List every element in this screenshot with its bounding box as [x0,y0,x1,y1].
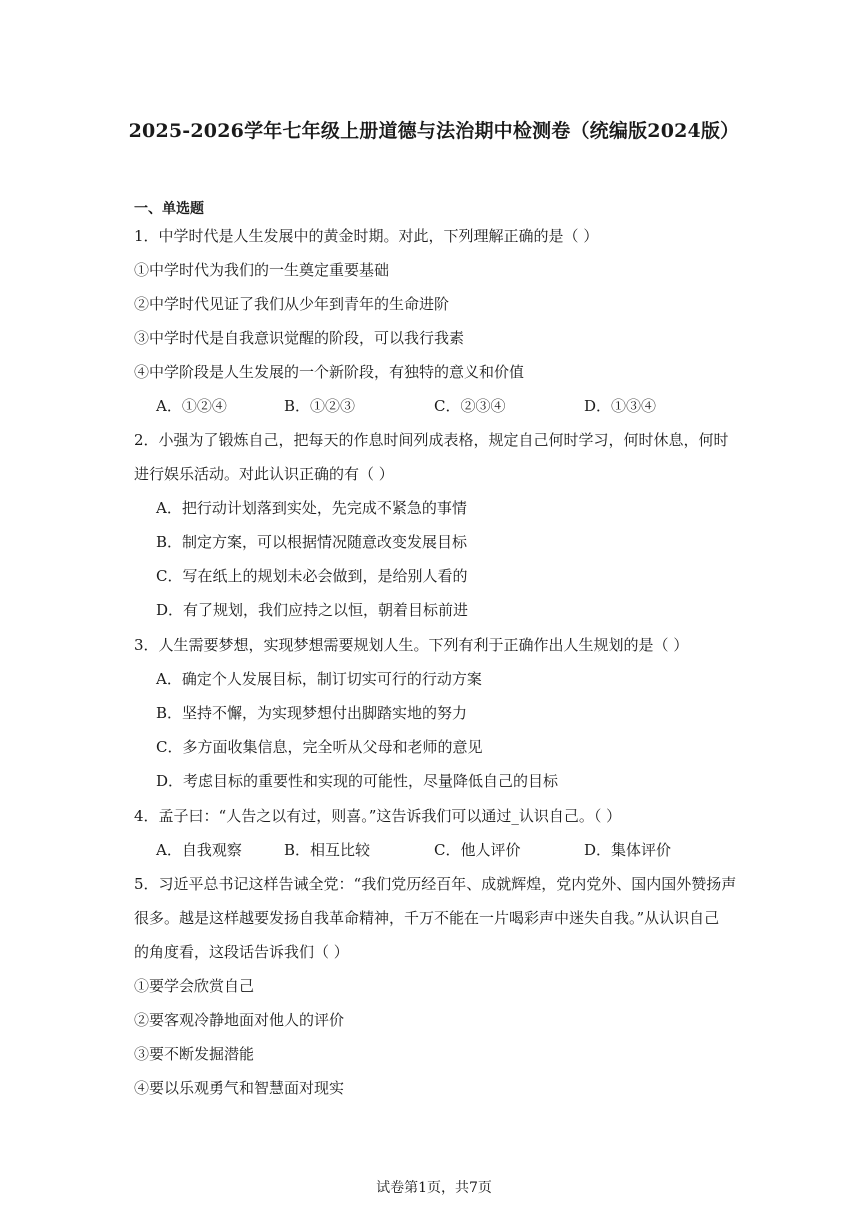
q5-statement: ④要以乐观勇气和智慧面对现实 [134,1079,345,1097]
q2-option-b[interactable]: B．制定方案，可以根据情况随意改变发展目标 [156,533,468,551]
q1-statement: ①中学时代为我们的一生奠定重要基础 [134,261,390,279]
q2-stem: 进行娱乐活动。对此认识正确的有（ ） [134,465,394,483]
q4-option-b[interactable]: B．相互比较 [284,841,371,859]
q1-statement: ②中学时代见证了我们从少年到青年的生命进阶 [134,295,450,313]
section-heading: 一、单选题 [134,201,204,217]
q5-stem: 5．习近平总书记这样告诫全党：“我们党历经百年、成就辉煌，党内党外、国内国外赞扬声 [134,875,737,893]
q3-option-d[interactable]: D．考虑目标的重要性和实现的可能性，尽量降低自己的目标 [156,772,559,790]
page-title: 2025-2026学年七年级上册道德与法治期中检测卷（统编版2024版） [128,120,740,142]
q1-option-d[interactable]: D．①③④ [584,397,657,415]
q1-stem: 1．中学时代是人生发展中的黄金时期。对此，下列理解正确的是（ ） [134,227,599,245]
q1-option-c[interactable]: C．②③④ [434,397,506,415]
q3-option-a[interactable]: A．确定个人发展目标，制订切实可行的行动方案 [156,670,482,688]
q1-statement: ③中学时代是自我意识觉醒的阶段，可以我行我素 [134,329,465,347]
q4-option-d[interactable]: D．集体评价 [584,841,672,859]
page-footer: 试卷第1页，共7页 [376,1180,492,1196]
q5-stem: 的角度看，这段话告诉我们（ ） [134,943,349,961]
q1-option-b[interactable]: B．①②③ [284,397,356,415]
q1-option-a[interactable]: A．①②④ [156,397,227,415]
q3-stem: 3．人生需要梦想，实现梦想需要规划人生。下列有利于正确作出人生规划的是（ ） [134,636,689,654]
q1-statement: ④中学阶段是人生发展的一个新阶段，有独特的意义和价值 [134,363,525,381]
q2-option-d[interactable]: D．有了规划，我们应持之以恒，朝着目标前进 [156,601,469,619]
q2-stem: 2．小强为了锻炼自己，把每天的作息时间列成表格，规定自己何时学习，何时休息，何时 [134,431,729,449]
q2-option-a[interactable]: A．把行动计划落到实处，先完成不紧急的事情 [156,499,467,517]
q4-stem: 4．孟子曰：“人告之以有过，则喜。”这告诉我们可以通过_认识自己。（ ） [134,807,622,825]
q5-statement: ③要不断发掘潜能 [134,1045,255,1063]
q5-stem: 很多。越是这样越要发扬自我革命精神，千万不能在一片喝彩声中迷失自我。”从认识自己 [134,909,720,927]
q3-option-b[interactable]: B．坚持不懈，为实现梦想付出脚踏实地的努力 [156,704,468,722]
q5-statement: ①要学会欣赏自己 [134,977,255,995]
q2-option-c[interactable]: C．写在纸上的规划未必会做到，是给别人看的 [156,567,468,585]
q4-option-c[interactable]: C．他人评价 [434,841,521,859]
q4-option-a[interactable]: A．自我观察 [156,841,242,859]
q3-option-c[interactable]: C．多方面收集信息，完全听从父母和老师的意见 [156,738,483,756]
q5-statement: ②要客观冷静地面对他人的评价 [134,1011,345,1029]
